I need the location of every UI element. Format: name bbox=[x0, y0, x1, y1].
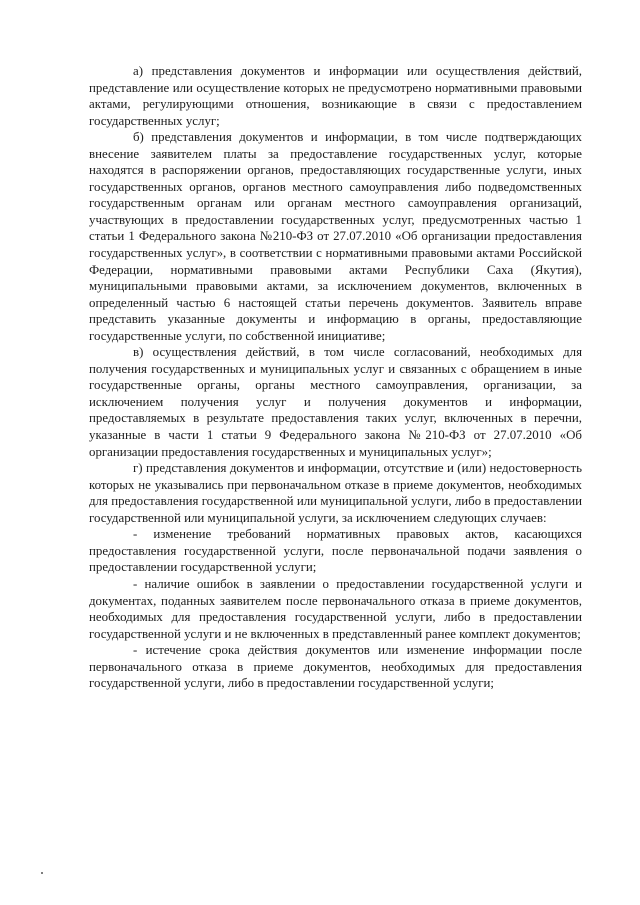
paragraph-b: б) представления документов и информации, в том числе подтверждающих внесение заявителем платы за предоставление государственных услуг, которые находятся в распоряжении органов, предоставляющих государственные услуги, иных государственных органов, органов местного самоуправления либо подведомственных государственным органам или органам местного самоуправления организаций, участвующих в предоставлении государственных услуг, предусмотренных частью 1 статьи 1 Федерального закона №210-ФЗ от 27.07.2010 «Об организации предоставления государственных услуг», в соответствии с нормативными правовыми актами Российской Федерации, нормативными правовыми актами Республики Саха (Якутия), муниципальными правовыми актами, за исключением документов, включенных в определенный частью 6 настоящей статьи перечень документов. Заявитель вправе представить указанные документы и информацию в органы, предоставляющие государственные услуги, по собственной инициативе; bbox=[89, 130, 582, 343]
paragraph-v: в) осуществления действий, в том числе согласований, необходимых для получения государственных и муниципальных услуг и связанных с обращением в иные государственные органы, органы местного самоуправления, организации, за исключением получения услуг и получения документов и информации, предоставляемых в результате предоставления таких услуг, включенных в перечни, указанные в части 1 статьи 9 Федерального закона №210-ФЗ от 27.07.2010 «Об организации предоставления государственных и муниципальных услуг»; bbox=[89, 345, 582, 459]
scan-speck bbox=[41, 872, 43, 874]
document-body bbox=[89, 63, 582, 692]
exception-item-requirements-change: - изменение требований нормативных правовых актов, касающихся предоставления государственной услуги, после первоначальной подачи заявления о предоставлении государственной услуги; bbox=[89, 527, 582, 575]
paragraph-g: г) представления документов и информации, отсутствие и (или) недостоверность которых не указывались при первоначальном отказе в приеме документов, необходимых для предоставления государственной или муниципальной услуги, либо в предоставлении государственной или муниципальной услуги, за исключением следующих случаев: bbox=[89, 461, 582, 525]
paragraph-a: а) представления документов и информации или осуществления действий, представление или осуществление которых не предусмотрено нормативными правовыми актами, регулирующими отношения, возникающие в связи с предоставлением государственных услуг; bbox=[89, 64, 582, 128]
exception-item-document-expiry: - истечение срока действия документов или изменение информации после первоначального отказа в приеме документов, необходимых для предоставления государственной услуги, либо в предоставлении государственной услуги; bbox=[89, 643, 582, 691]
exception-item-application-errors: - наличие ошибок в заявлении о предоставлении государственной услуги и документах, поданных заявителем после первоначального отказа в приеме документов, необходимых для предоставления государственной услуги, либо в предоставлении государственной услуги и не включенных в представленный ранее комплект документов; bbox=[89, 576, 582, 641]
